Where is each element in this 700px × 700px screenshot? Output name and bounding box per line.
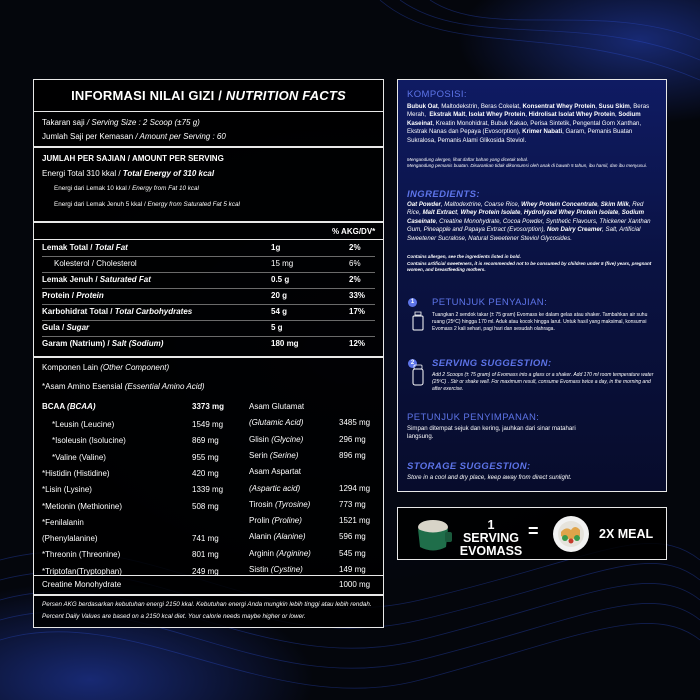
servings-per-pack-id: Jumlah Saji per Kemasan [42, 132, 134, 141]
nutrient-label [42, 339, 163, 348]
storage-id-text: Simpan ditempat sejuk dan kering, jauhkan dari sinar matahari langsung. [407, 425, 576, 441]
nutrition-title-id: INFORMASI NILAI GIZI / [71, 88, 226, 103]
ingredients-title: INGREDIENTS: [407, 189, 480, 200]
nutrient-label [42, 275, 151, 284]
nutrient-label [42, 291, 104, 300]
other-header-id: Komponen Lain [42, 363, 101, 372]
nutrient-label-en: Saturated Fat [99, 275, 151, 284]
meal-plate-icon [551, 514, 591, 554]
nutrient-label [42, 243, 128, 252]
nutrition-title-en: NUTRITION FACTS [225, 88, 346, 103]
divider [34, 111, 383, 112]
amino-label-id: Serin [249, 450, 270, 460]
storage-id-title: PETUNJUK PENYIMPANAN: [407, 412, 540, 423]
storage-en-title: STORAGE SUGGESTION: [407, 461, 531, 472]
nutrient-label-id: Gula / [42, 323, 67, 332]
nutrient-amount: 15 mg [271, 259, 294, 268]
amino-label: *Histidin (Histidine) [42, 468, 110, 478]
amino-label-id: Tirosin [249, 499, 275, 509]
amino-label [249, 484, 300, 493]
nutrition-title [34, 89, 383, 104]
energy-from-fat [54, 185, 199, 192]
nutrient-label-id: Garam (Natrium) / [42, 339, 112, 348]
nutrient-label-id: Lemak Jenuh / [42, 275, 100, 284]
energy-fat-id: Energi dari Lemak 10 kkal / [54, 185, 133, 192]
amino-label-id: Alanin [249, 532, 274, 542]
amino-label-en: (Tyrosine) [274, 499, 311, 509]
divider [34, 594, 383, 596]
nutrient-dv: 2% [349, 243, 361, 252]
meal-right-text: 2X MEAL [599, 527, 654, 541]
nutrient-amount: 5 g [271, 323, 283, 332]
nutrient-amount: 1g [271, 243, 281, 252]
amino-label: *Threonin (Threonine) [42, 550, 121, 560]
servings-per-pack [42, 132, 226, 141]
serving-en-text: Add 2 Scoops (± 75 gram) of Evomass into a glass or a shaker. Add 170 ml room temperature water (25ºC) . Stir or shake well. For maximum result, consume Evomass twice a day, in the morning and after exercise. [432, 372, 654, 392]
divider [34, 221, 383, 223]
amino-amount: 596 mg [339, 532, 366, 542]
energy-satfat-id: Energi dari Lemak Jenuh 5 kkal / [54, 201, 148, 208]
amino-amount: 3485 mg [339, 418, 371, 428]
amino-label-en: (Alanine) [273, 532, 306, 542]
divider [42, 336, 375, 337]
amino-amount: 741 mg [192, 534, 219, 544]
nutrient-label-en: Protein [76, 291, 104, 300]
amino-label-id: Prolin [249, 516, 272, 526]
nutrient-label-id: Lemak Total / [42, 243, 95, 252]
bcaa-id: BCAA [42, 402, 68, 411]
divider [42, 288, 375, 289]
total-energy [42, 169, 214, 178]
nutrient-label-en: Salt (Sodium) [111, 339, 164, 348]
amino-amount: 420 mg [192, 468, 219, 478]
scoop-icon [412, 514, 454, 556]
scoop-glass-icon [410, 310, 426, 332]
amino-label [249, 549, 311, 558]
amino-label: *Triptofan(Tryptophan) [42, 566, 122, 576]
serving-id-title: PETUNJUK PENYAJIAN: [432, 297, 548, 308]
nutrient-label-en: Total Carbohydrates [114, 307, 193, 316]
step-2-badge: 2 [408, 359, 417, 368]
amino-label [249, 565, 303, 574]
komposisi-text: Bubuk Oat, Maltodekstrin, Beras Cokelat, Konsentrat Whey Protein, Susu Skim, Beras Merah, Ekstrak Malt, Isolat Whey Protein, Hidrolisat Isolat Whey Protein, Sodium Kaseinat, Kreatin Monohidrat, Bubuk Kakao, Perisa Sintetik, Pengental Gom Xanthan, Ekstrak Nanas dan Pepaya (Evosorption), Krimer Nabati, Garam, Pemanis Buatan Sukralosa, Pemanis Alami Glikosida Steviol. [407, 103, 650, 144]
nutrient-label-id: Karbohidrat Total / [42, 307, 115, 316]
amino-label-en: (Proline) [271, 516, 302, 526]
nutrient-label-en: Total Fat [94, 243, 128, 252]
amino-label-en: (Cystine) [270, 565, 303, 574]
creatine-amount: 1000 mg [339, 580, 371, 589]
amino-amount: 896 mg [339, 450, 366, 460]
divider [42, 256, 375, 257]
footnote-en: Percent Daily Values are based on a 2150 kcal diet. Your calorie needs maybe higher or lower. [42, 613, 306, 620]
amino-label-id: Asam Glutamat [249, 402, 305, 411]
other-component-header [42, 363, 169, 372]
komposisi-note-2: Mengandung pemanis buatan. Disarankan tidak dikonsumsi oleh anak di bawah 5 tahun, ibu hamil, dan ibu menyusui. [407, 163, 648, 168]
bcaa-label [42, 402, 95, 411]
amino-amount: 801 mg [192, 550, 219, 560]
amino-label: *Isoleusin (Isolucine) [52, 436, 126, 446]
divider [42, 320, 375, 321]
divider [34, 239, 383, 240]
amino-label [249, 532, 305, 541]
amino-amount: 773 mg [339, 499, 366, 509]
nutrient-dv: 2% [349, 275, 361, 284]
nutrition-facts-panel [33, 79, 384, 628]
amino-label: (Phenylalanine) [42, 534, 98, 544]
energy-from-saturated-fat [54, 201, 240, 208]
komposisi-title: KOMPOSISI: [407, 89, 467, 100]
amino-amount: 249 mg [192, 566, 219, 576]
nutrient-label [54, 259, 137, 268]
nutrient-dv: 33% [349, 291, 366, 300]
divider [42, 304, 375, 305]
meal-left-text [458, 519, 524, 558]
step-1-badge: 1 [408, 298, 417, 307]
amino-label-en: (Serine) [269, 450, 299, 460]
amino-amount: 1339 mg [192, 485, 224, 495]
amino-label [249, 402, 304, 411]
divider [34, 575, 383, 576]
serving-id-text: Tuangkan 2 sendok takar (± 75 gram) Evomass ke dalam gelas atau shaker. Tambahkan air suhu ruang (25ºC) hingga 170 ml. Aduk atau kocok hingga larut. Untuk hasil yang maksimal, konsumsi Evomass 2 kali sehari, pagi hari dan sesudah olahraga. [432, 312, 648, 332]
energy-fat-en: Energy from Fat 10 kcal [132, 185, 199, 192]
amino-label: *Fenilalanin [42, 517, 84, 527]
creatine-label: Creatine Monohydrate [42, 580, 122, 589]
serving-size-id: Takaran saji [42, 118, 85, 127]
amino-header [42, 382, 205, 391]
other-header-en: (Other Component) [100, 363, 170, 372]
nutrient-label-id: Kolesterol / Cholesterol [54, 259, 137, 268]
amino-amount: 508 mg [192, 501, 219, 511]
amino-amount: 869 mg [192, 436, 219, 446]
nutrient-label [42, 323, 89, 332]
meal-comparison-box [397, 507, 667, 560]
footnote-id: Persen AKG berdasarkan kebutuhan energi 2150 kkal. Kebutuhan energi Anda mungkin lebih tinggi atau lebih rendah. [42, 601, 372, 608]
amino-label [249, 435, 303, 444]
nutrient-label-en: Sugar [66, 323, 90, 332]
amino-label: *Lisin (Lysine) [42, 485, 92, 495]
total-energy-en: Total Energy of 310 kcal [122, 169, 215, 178]
nutrient-amount: 180 mg [271, 339, 299, 348]
amino-amount: 1294 mg [339, 483, 371, 493]
amount-per-serving-header: JUMLAH PER SAJIAN / AMOUNT PER SERVING [42, 154, 224, 163]
amino-label: *Metionin (Methionine) [42, 501, 123, 511]
ingredients-note-2: Contains artificial sweeteners, it is recommended not to be consumed by children under 5 (five) years, pregnant women, and breastfeeding mothers. [407, 261, 652, 273]
nutrient-amount: 20 g [271, 291, 288, 300]
amino-label [249, 418, 303, 427]
amino-label-id: Arginin [249, 548, 277, 558]
amino-label-id: Asam Aspartat [249, 467, 302, 477]
amino-amount: 955 mg [192, 452, 219, 462]
amino-header-id: *Asam Amino Esensial [42, 382, 125, 391]
amino-label-en: (Arginine) [276, 548, 311, 558]
amino-label [249, 516, 302, 525]
amino-label: *Valine (Valine) [52, 452, 106, 462]
storage-en-text: Store in a cool and dry place, keep away from direct sunlight. [407, 474, 572, 481]
energy-satfat-en: Energy from Saturated Fat 5 kcal [147, 201, 240, 208]
amino-label [249, 451, 298, 460]
akg-header: % AKG/DV* [332, 227, 376, 236]
amino-amount: 149 mg [339, 565, 366, 574]
amino-amount: 545 mg [339, 548, 366, 558]
amino-label [249, 467, 301, 476]
nutrient-amount: 0.5 g [271, 275, 290, 284]
serving-size [42, 118, 200, 127]
nutrient-amount: 54 g [271, 307, 288, 316]
amino-amount: 1549 mg [192, 420, 224, 429]
meal-left-line-2: EVOMASS [459, 544, 523, 559]
amino-label-en: (Glycine) [271, 434, 304, 444]
divider [34, 146, 383, 148]
serving-en-title: SERVING SUGGESTION: [432, 358, 552, 369]
ingredients-note-1: Contains allergen, see the ingredients listed in bold. [407, 254, 521, 259]
shaker-icon [410, 364, 426, 386]
composition-panel [397, 79, 667, 492]
meal-left-line-1: 1 SERVING [462, 518, 520, 546]
nutrient-dv: 6% [349, 259, 361, 268]
divider [34, 356, 383, 358]
total-energy-id: Energi Total 310 kkal / [42, 169, 123, 178]
amino-label-id: Sistin [249, 565, 271, 574]
amino-label: *Leusin (Leucine) [52, 420, 115, 429]
nutrient-dv: 12% [349, 339, 366, 348]
amino-amount: 296 mg [339, 434, 366, 444]
nutrient-dv: 17% [349, 307, 366, 316]
amino-label-id: Glisin [249, 434, 272, 444]
divider [42, 272, 375, 273]
servings-per-pack-en: / Amount per Serving : 60 [133, 132, 226, 141]
ingredients-text: Oat Powder, Maltodextrine, Coarse Rice, Whey Protein Concentrate, Skim Milk, Red Rice, Malt Extract, Whey Protein Isolate, Hydrolyzed Whey Protein Isolate, Sodium Caseinate, Creatine Monohydrate, Cocoa Powder, Synthetic Flavours, Thickener Xanthan Gum, Pineapple and Papaya Extract (Evosorption), Non Dairy Creamer, Salt, Artificial Sweetener Sucralose, Natural Sweetener Steviol Glycosides. [407, 201, 651, 242]
nutrient-label-id: Protein / [42, 291, 77, 300]
amino-label-en: (Glutamic Acid) [249, 418, 304, 428]
bcaa-amount: 3373 mg [192, 402, 225, 411]
komposisi-note-1: Mengandung alergen, lihat daftar bahan yang dicetak tebal. [407, 157, 529, 162]
amino-label [249, 500, 310, 509]
equals-sign: = [528, 521, 539, 541]
amino-header-en: (Essential Amino Acid) [124, 382, 205, 391]
amino-amount: 1521 mg [339, 516, 371, 526]
nutrient-label [42, 307, 192, 316]
bcaa-en: (BCAA) [67, 402, 96, 411]
amino-label-en: (Aspartic acid) [249, 483, 301, 493]
serving-size-en: / Serving Size : 2 Scoop (±75 g) [84, 118, 200, 127]
